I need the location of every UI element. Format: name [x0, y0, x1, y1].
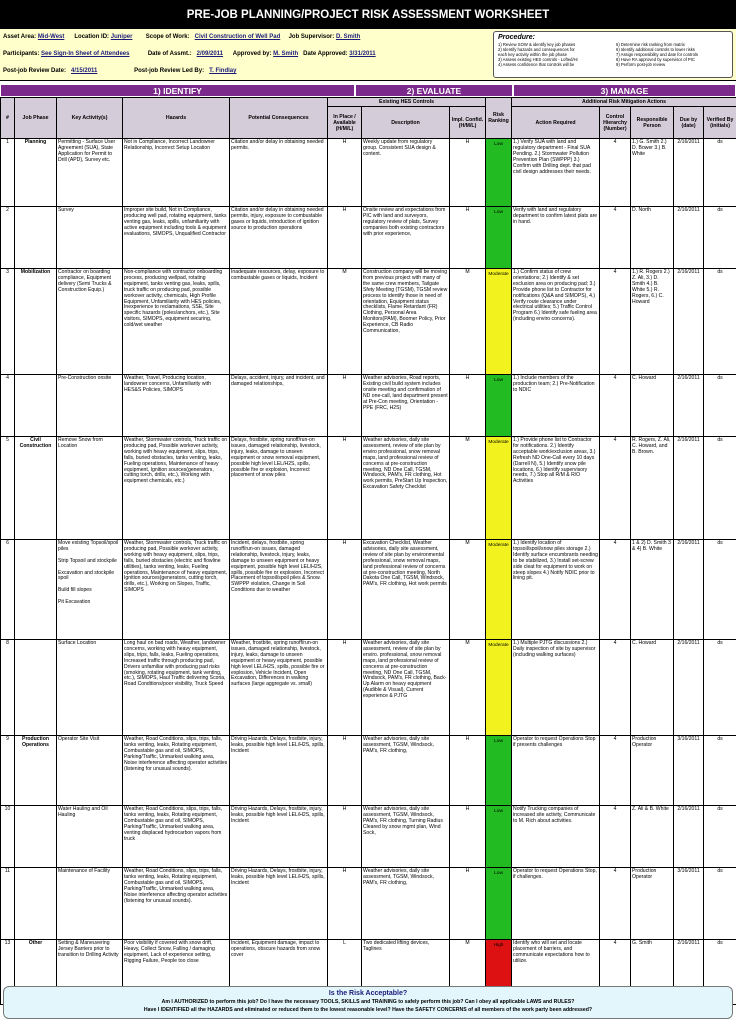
job-phase — [15, 540, 57, 640]
footer-line-2: Have I IDENTIFIED all the HAZARDS and eliminated or reduced them to the lowest reasonable level? Have the SAFETY CONCERNS of all members of the work party been addressed? — [143, 1007, 593, 1013]
action-required: Operator to request Operations Stop, if challenges. — [512, 868, 600, 940]
table-row — [1, 139, 736, 207]
control-hierarchy: 4 — [600, 640, 631, 736]
key-activity: Surface Location — [57, 640, 123, 736]
job-phase — [15, 375, 57, 437]
col-hazards: Hazards — [123, 98, 230, 139]
row-number: 10 — [1, 806, 15, 868]
job-phase — [15, 806, 57, 868]
key-activity: Water Hauling and Oil Hauling — [57, 806, 123, 868]
in-place-rating: H — [328, 868, 362, 940]
scope-value[interactable]: Civil Construction of Well Pad — [194, 34, 281, 40]
in-place-rating: L — [328, 940, 362, 1005]
responsible-person: 1.) R. Rogers 2.) Z. Ali, 3.) D. Smith 4.) B. White 5.) R. Rogers, 6.) C. Howard — [631, 269, 674, 375]
row-number: 6 — [1, 540, 15, 640]
risk-ranking — [486, 269, 512, 375]
risk-ranking-label: Moderate — [488, 643, 509, 648]
participants-label: Participants: — [3, 51, 40, 57]
control-hierarchy: 4 — [600, 139, 631, 207]
approved-label: Approved by: — [232, 51, 272, 57]
supervisor-value[interactable]: D. Smith — [335, 34, 361, 40]
action-required: 1.) Verify SUA with land and regulatory department - Final SUA Pending. 2.) Stormwater Pollution Prevention Plan (SWPPP) 3.) Confirm with Drilling dept. that pad civil design addresses their needs. — [512, 139, 600, 207]
risk-ranking-label: Moderate — [488, 543, 509, 548]
responsible-person: R. Rogers, Z. Ali, C. Howard, and B. Brown. — [631, 437, 674, 540]
due-date: 3/16/2011 — [674, 736, 704, 806]
control-hierarchy: 4 — [600, 207, 631, 269]
control-description: Weather advisories, Road reports, Existing civil build system includes onsite meeting and confirmation of ND one-call, land department present at Pre-Con meeting, Orientation - PPE (FRC, H2S) — [362, 375, 450, 437]
procedure-steps-left — [498, 42, 610, 67]
hazards: Weather, Road Conditions, slips, trips, falls, tanks venting, leaks, Rotating equipment, Combustable gas and oil, SIMOPS, Parking/Traffic, Unmarked walking area, Noise interference affecting operator activities (listening for unusual sounds). — [123, 868, 230, 940]
col-num: # — [1, 98, 15, 139]
action-required: 1.) Multiple PJTG discussions 2.) Daily inspection of site by supervisor (including walking surfaces) — [512, 640, 600, 736]
risk-ranking — [486, 540, 512, 640]
responsible-person: 1.) G. Smith 2.) D. Bower 3.) B. White — [631, 139, 674, 207]
impl-confidence: H — [450, 868, 486, 940]
control-hierarchy: 4 — [600, 375, 631, 437]
risk-ranking — [486, 640, 512, 736]
in-place-rating: M — [328, 269, 362, 375]
due-date: 2/16/2011 — [674, 940, 704, 1005]
table-body — [1, 139, 736, 1005]
risk-ranking — [486, 868, 512, 940]
col-activity: Key Activity(s) — [57, 98, 123, 139]
col-person: Responsible Person — [631, 107, 674, 139]
procedure-step: 5) Determine risk ranking from matrix — [616, 42, 685, 47]
header-row-1 — [3, 34, 360, 46]
risk-ranking — [486, 736, 512, 806]
responsible-person: Production Operator — [631, 736, 674, 806]
hazards: Weather, Road Conditions, slips, trips, falls, tanks venting, leaks, Rotating equipment, Combustable gas and oil, SIMOPS, Parking/Traffic, Unmarked walking area, venting displaced hydrocarbon vapors from truck — [123, 806, 230, 868]
due-date: 2/16/2011 — [674, 437, 704, 540]
impl-confidence: M — [450, 940, 486, 1005]
verified-initials: ds — [704, 375, 736, 437]
table-row — [1, 375, 736, 437]
due-date: 2/16/2011 — [674, 207, 704, 269]
responsible-person: G. Smith — [631, 940, 674, 1005]
control-hierarchy: 4 — [600, 269, 631, 375]
participants-value[interactable]: See Sign-In Sheet of Attendees — [41, 51, 130, 57]
hazards: Improper site build, Not in Compliance, producing well pad, rotating equipment, tanks venting gas, leaks, spills, unfamiliarity with active equipment including tools & equipment evaluations, SIMOPS, Unqualified Contractor — [123, 207, 230, 269]
table-row — [1, 540, 736, 640]
header-row-3 — [3, 68, 236, 80]
table-row — [1, 868, 736, 940]
hazards: Long haul on bad roads, Weather, landowner concerns, working with heavy equipment, slips, trips, falls, leaks, Fueling operations, Increased traffic through producing pad, Drivers unfamiliar with producing pad risks (smoking, rotating equipment, tank venting, etc.), SIMOPS, Haul Traffic delivering Scoria, Road Conditions/poor visibility, Truck Speed — [123, 640, 230, 736]
impl-confidence: M — [450, 437, 486, 540]
header-row-2 — [3, 51, 376, 63]
table-row — [1, 207, 736, 269]
footer-title: Is the Risk Acceptable? — [328, 990, 408, 997]
procedure-steps-right — [616, 42, 728, 67]
verified-initials: ds — [704, 540, 736, 640]
verified-initials: ds — [704, 640, 736, 736]
key-activity: Setting & Maneuvering Jersey Barriers prior to transition to Drilling Activity — [57, 940, 123, 1005]
action-required: Operator to request Operations Stop if presents challenges — [512, 736, 600, 806]
impl-confidence: H — [450, 139, 486, 207]
job-phase: Other — [15, 940, 57, 1005]
control-description: Weather advisories, daily site assessment, review of site plan by enviro. professional, snow removal maps, land professional review of concerns at pre-construction meeting, ND One Call, TGSM, Windsock, PAM's, FR clothing, Back-Up Alarm on heavy equipment (Audible & Visual), Current experience & PJTG — [362, 640, 450, 736]
impl-confidence: M — [450, 269, 486, 375]
key-activity: Pre-Construction onsite — [57, 375, 123, 437]
procedure-step: 1) Review SOW & identify key job phases — [498, 42, 576, 47]
row-number: 8 — [1, 640, 15, 736]
risk-ranking-label: Low — [494, 809, 503, 814]
job-phase: Civil Construction — [15, 437, 57, 540]
procedure-step: each key activity within the job phase — [498, 52, 567, 57]
verified-initials: ds — [704, 868, 736, 940]
hazards: Weather, Road Conditions, slips, trips, falls, tanks venting, leaks, Rotating equipment, Combustable gas and oil, SIMOPS, Parking/Traffic, Unmarked walking area, Noise interference affecting operator activities (listening for unusual sounds). — [123, 736, 230, 806]
table-row — [1, 736, 736, 806]
hazards: Non-compliance with contractor onboarding process, producing wellpad, rotating equipment, tanks venting gas, leaks, spills, truck traffic on producing pad, possible workover activity, chemicals, High Profile Equipment, Unfamiliarity with HES policies, Inexperience to reclamations, SSE, Site specific hazards (poles/anchors, etc.), Site visitors, SIMOPS, equipment securing, cold/wet weather — [123, 269, 230, 375]
row-number: 1 — [1, 139, 15, 207]
verified-initials: ds — [704, 207, 736, 269]
row-number: 11 — [1, 868, 15, 940]
potential-consequences: Delays, frostbite, spring runoff/run-on issues, damaged relationship, livestock, injury, leaks, damage to unseen equipment or snow removal equipment, possible high level LEL/H2S, spills, possible fire or explosion, Incorrect placement of snow piles — [230, 437, 328, 540]
col-additional-actions: Additional Risk Mitigation Actions — [512, 98, 736, 107]
potential-consequences: Inadequate resources, delay, exposure to combustable gases or liquids, Incident — [230, 269, 328, 375]
section-identify: 1) IDENTIFY — [0, 84, 355, 97]
review-date-value[interactable]: 4/15/2011 — [71, 68, 98, 74]
hazards: Weather, Stormwater controls, Truck traffic on producing pad, Possible workover activity, working with heavy equipment, slips, trips, falls, buried obstacles (electric and flowline utilities), tanks venting, leaks, Fueling operations, Maintenance of heavy equipment, Ignition sources(generators, cutting torch, drills, etc.), Working on Slopes, Traffic, SIMOPS — [123, 540, 230, 640]
control-description: Weather advisories, daily site assessment, TGSM, Windsock, PAM's, FR clothing, — [362, 736, 450, 806]
date-approved-label: Date Approved: — [303, 51, 348, 57]
action-required: 1.) Confirm status of crew orientations; 2.) Identify & set exclusion area on producing pad; 3.) Provide phone list to Contractor for notifications (Q&A and SIMOPS), 4.) Verify route clearance under electrical utilities; 5.) Traffic Control Program 6.) Identify safe fueling area (including enviro concerns). — [512, 269, 600, 375]
hazards: Weather, Stormwater controls, Truck traffic on producing pad, Possible workover activity, working with heavy equipment, slips, trips, falls, buried obstacles, tanks venting, leaks, Fueling operations, Maintenance of heavy equipment, Ignition sources(generators, cutting torch, drills, etc.), Working with equipment chemicals, etc.) — [123, 437, 230, 540]
review-by-value[interactable]: T. Findlay — [209, 68, 237, 74]
date-approved-value[interactable]: 3/31/2011 — [349, 51, 376, 57]
procedure-step: 2) Identify hazards and consequences for — [498, 47, 575, 52]
risk-acceptable-footer — [3, 986, 733, 1019]
due-date: 2/16/2011 — [674, 540, 704, 640]
verified-initials: ds — [704, 269, 736, 375]
location-value[interactable]: Juniper — [110, 34, 133, 40]
col-in-place: In Place / Available (H/M/L) — [328, 107, 362, 139]
row-number: 3 — [1, 269, 15, 375]
job-phase — [15, 207, 57, 269]
key-activity: Survey — [57, 207, 123, 269]
col-verified: Verified By (initials) — [704, 107, 736, 139]
responsible-person: C. Howard — [631, 640, 674, 736]
procedure-step: 3) Assess existing HES controls - Lofted/Hi — [498, 57, 578, 62]
action-required: 1.) Provide phone list to Contractor for notifications. 2.) Identify acceptable work/exclusion areas, 3.) Refresh ND One-Call every 10 days (Darrell N), 5.) Identify snow pile locations, 6.) Identify supervisory needs, 7.) Stop all R/M & R/O Activities — [512, 437, 600, 540]
procedure-step: 4) Assess confidence that controls will be — [498, 62, 575, 67]
scope-label: Scope of Work: — [145, 34, 190, 40]
in-place-rating: H — [328, 806, 362, 868]
approved-value[interactable]: M. Smith — [273, 51, 299, 57]
due-date: 2/16/2011 — [674, 375, 704, 437]
risk-table — [0, 97, 736, 1005]
control-hierarchy: 4 — [600, 868, 631, 940]
responsible-person: Z. Ali & B. White — [631, 806, 674, 868]
control-description: Weather advisories, daily site assessment, TGSM, Windsock, PAM's, FR clothing, — [362, 868, 450, 940]
review-date-label: Post-job Review Date: — [3, 68, 67, 74]
potential-consequences: Driving Hazards, Delays, frostbite, injury, leaks, possible high level LEL/H2S, spills, Incident — [230, 806, 328, 868]
control-description: Two dedicated lifting devices, Taglines — [362, 940, 450, 1005]
risk-ranking — [486, 437, 512, 540]
row-number: 9 — [1, 736, 15, 806]
due-date: 2/16/2011 — [674, 640, 704, 736]
control-hierarchy: 4 — [600, 806, 631, 868]
col-description: Description — [362, 107, 450, 139]
responsible-person: D. North — [631, 207, 674, 269]
procedure-step: 8) Have RA approved by supervisor of PIC — [616, 57, 695, 62]
col-action: Action Required — [512, 107, 600, 139]
verified-initials: ds — [704, 736, 736, 806]
col-hierarchy: Control Hierarchy (Number) — [600, 107, 631, 139]
risk-ranking-label: Low — [494, 378, 503, 383]
row-number: 13 — [1, 940, 15, 1005]
verified-initials: ds — [704, 806, 736, 868]
impl-confidence: H — [450, 375, 486, 437]
due-date: 2/16/2011 — [674, 269, 704, 375]
risk-ranking-label: Low — [494, 210, 503, 215]
risk-ranking — [486, 207, 512, 269]
action-required: Identify who will set and locate placement of barriers, and communicate expectations how to utilize. — [512, 940, 600, 1005]
hazards: Poor visibility if covered with snow drift, Heavy, Collect Snow, Falling / damaging equipment, Lack of experience setting, Rigging Failure, People too close — [123, 940, 230, 1005]
date-assmt-label: Date of Assmt.: — [147, 51, 192, 57]
potential-consequences: Delays, accident, injury, and incident, and damaged relationships, — [230, 375, 328, 437]
hazards: Weather, Travel, Producing location, landowner concerns, Unfamiliarity with HES&S Policies, SIMOPS — [123, 375, 230, 437]
table-row — [1, 437, 736, 540]
section-evaluate: 2) EVALUATE — [355, 84, 513, 97]
risk-ranking-label: Moderate — [488, 272, 509, 277]
key-activity: Remove Snow from Location — [57, 437, 123, 540]
col-existing-controls: Existing HES Controls — [328, 98, 486, 107]
verified-initials: ds — [704, 940, 736, 1005]
key-activity: Maintenance of Facility — [57, 868, 123, 940]
in-place-rating: H — [328, 207, 362, 269]
control-description: Weather advisories, daily site assessment, review of site plan by enviro professional, snow removal maps, land professional review of concerns at pre-construction meeting, ND One Call, TGSM, Windsock, PAM's, FR clothing, Hot work permits, PreStart Up Inspection, Excavation Safety Checklist — [362, 437, 450, 540]
in-place-rating: H — [328, 437, 362, 540]
action-required: Notify Trucking companies of increased site activity, Communicate to M. Rich about activities. — [512, 806, 600, 868]
review-by-label: Post-job Review Led By: — [134, 68, 205, 74]
section-manage: 3) MANAGE — [513, 84, 736, 97]
action-required: 1.) Identify location of topsoil/spoil/snow piles storage 2.) Identify surface encumbrants needing to be stabilized, 3.) Install set-screw side cleat for equipment to work on steep slopes 4.) Notify NDIC prior to lining pit. — [512, 540, 600, 640]
potential-consequences: Weather, frostbite, spring runoff/run-on issues, damaged relationship, livestock, injury, leaks, damage to unseen equipment or heavy equipment, possible high level LEL/H2S, spills, possible fire or explosion, Vehicle Incident, Open Excavation, Differences in walking surfaces (large aggregate vs. small) — [230, 640, 328, 736]
col-impl: Impl. Confid. (H/M/L) — [450, 107, 486, 139]
row-number: 4 — [1, 375, 15, 437]
key-activity: Contractor on boarding compliance, Equipment delivery (Semi Trucks & Construction Equip.) — [57, 269, 123, 375]
risk-ranking-label: Low — [494, 871, 503, 876]
control-hierarchy: 4 — [600, 940, 631, 1005]
col-phase: Job Phase — [15, 98, 57, 139]
key-activity: Permitting - Surface User Agreement (SUA), State Application for Permit to Drill (APD), Survey etc. — [57, 139, 123, 207]
control-description: Weather advisories, daily site assessment, TGSM, Windsock, PAM's, FR clothing, Turning Radius Cleared by snow mgmt plan, Wind Sock, — [362, 806, 450, 868]
potential-consequences: Citation and/or delay in obtaining needed permits. — [230, 139, 328, 207]
table-row — [1, 806, 736, 868]
responsible-person: C. Howard — [631, 375, 674, 437]
table-row — [1, 269, 736, 375]
risk-ranking-label: Moderate — [488, 440, 509, 445]
in-place-rating: H — [328, 736, 362, 806]
impl-confidence: H — [450, 736, 486, 806]
verified-initials: ds — [704, 139, 736, 207]
responsible-person: 1 & 2) D. Smith 3 & 4) B. White — [631, 540, 674, 640]
worksheet-title: PRE-JOB PLANNING/PROJECT RISK ASSESSMENT WORKSHEET — [0, 0, 736, 29]
procedure-title: Procedure: — [498, 34, 535, 41]
in-place-rating: H — [328, 640, 362, 736]
risk-ranking-label: Low — [494, 142, 503, 147]
action-required: 1.) Include members of the production team; 2.) Pre-Notification to NDIC — [512, 375, 600, 437]
impl-confidence: H — [450, 806, 486, 868]
date-assmt-value[interactable]: 2/09/2011 — [196, 51, 224, 57]
procedure-box — [493, 31, 733, 78]
section-headers — [0, 84, 736, 97]
procedure-step: 9) Perform post-job review — [616, 62, 666, 67]
due-date: 2/16/2011 — [674, 139, 704, 207]
due-date: 3/16/2011 — [674, 868, 704, 940]
potential-consequences: Driving Hazards, Delays, frostbite, injury, leaks, possible high level LEL/H2S, spills, Incident — [230, 868, 328, 940]
impl-confidence: H — [450, 207, 486, 269]
col-due: Due by (date) — [674, 107, 704, 139]
potential-consequences: Incident, Equipment damage, impact to operations, obscure hazards from snow cover — [230, 940, 328, 1005]
verified-initials: ds — [704, 437, 736, 540]
action-required: Verify with land and regulatory department to confirm latest plats are in hand. — [512, 207, 600, 269]
control-description: Weekly update from regulatory group. Consistent SUA design & content. — [362, 139, 450, 207]
control-hierarchy: 4 — [600, 437, 631, 540]
row-number: 5 — [1, 437, 15, 540]
risk-ranking-label: High — [493, 943, 504, 948]
col-risk: Risk Ranking — [486, 98, 512, 139]
control-description: Onsite review and expectations from PIC with land and surveyors, regulatory review of plats, Survey companies both existing contractors with prior experience, — [362, 207, 450, 269]
risk-ranking — [486, 806, 512, 868]
footer-line-1: Am I AUTHORIZED to perform this job? Do I have the necessary TOOLS, SKILLS and TRAINING to safely perform this job? Can I obey all applicable LAWS and RULES? — [161, 999, 575, 1005]
potential-consequences: Citation and/or delay in obtaining needed permits, injury, exposure to combustable gases or liquids, introduction of ignition source to production operations — [230, 207, 328, 269]
supervisor-label: Job Supervisor: — [288, 34, 335, 40]
in-place-rating: H — [328, 139, 362, 207]
potential-consequences: Driving Hazards, Delays, frostbite, injury, leaks, possible high level LEL/H2S, spills, Incident — [230, 736, 328, 806]
key-activity: Operator Site Visit — [57, 736, 123, 806]
job-phase: Production Operations — [15, 736, 57, 806]
asset-area-value[interactable]: Mid-West — [37, 34, 65, 40]
control-hierarchy: 4 — [600, 736, 631, 806]
risk-ranking — [486, 375, 512, 437]
header-info — [0, 29, 736, 81]
job-phase — [15, 640, 57, 736]
responsible-person: Production Operator — [631, 868, 674, 940]
due-date: 2/16/2011 — [674, 806, 704, 868]
table-row — [1, 640, 736, 736]
job-phase — [15, 868, 57, 940]
risk-ranking-label: Low — [494, 739, 503, 744]
location-label: Location ID: — [74, 34, 110, 40]
col-consequences: Potential Consequences — [230, 98, 328, 139]
impl-confidence: M — [450, 640, 486, 736]
control-description: Excavation Checklist, Weather advisories, daily site assessment, review of site plan by environmental professional, snow removal maps, land professional review of concerns at pre-construction meeting, North Dakota One Call, TGSM, Windsock, PAM's, FR clothing, Hot work permits — [362, 540, 450, 640]
key-activity: Move existing Topsoil/spoil piles Strip Topsoil and stockpile Excavation and stockpile spoil Build fill slopes Pit Excavation — [57, 540, 123, 640]
procedure-step: 6) Identify additional controls to lower risks — [616, 47, 695, 52]
in-place-rating: H — [328, 540, 362, 640]
risk-ranking — [486, 139, 512, 207]
potential-consequences: Incident, delays, frostbite, spring runoff/run-on issues, damaged relationship, livestock, injury, leaks, damage to unseen equipment or heavy equipment, possible high level LEL/H2S, spills, possible fire or explosion, Incorrect Placement of topsoil/spoil piles & Snow. SWPPP violation, Change in Soil Conditions due to weather — [230, 540, 328, 640]
hazards: Not in Compliance, Incorrect Landowner Relationship, Incorrect Setup Location — [123, 139, 230, 207]
procedure-step: 7) Assign responsibility and date for controls — [616, 52, 698, 57]
impl-confidence: M — [450, 540, 486, 640]
asset-area-label: Asset Area: — [3, 34, 37, 40]
job-phase: Planning — [15, 139, 57, 207]
in-place-rating: H — [328, 375, 362, 437]
control-hierarchy: 4 — [600, 540, 631, 640]
row-number: 2 — [1, 207, 15, 269]
control-description: Construction company will be moving from previous project with many of the same crew members, Tailgate Sfety Meeting (TGSM), TGSM review process to identify those in need of orientation, Equipment status checklists, Flame Retardant (FR) Clothing, Personal Area Monitors(PAM), Boomer Policy, Prior Experience, CB Radio Communication, — [362, 269, 450, 375]
job-phase: Mobilization — [15, 269, 57, 375]
